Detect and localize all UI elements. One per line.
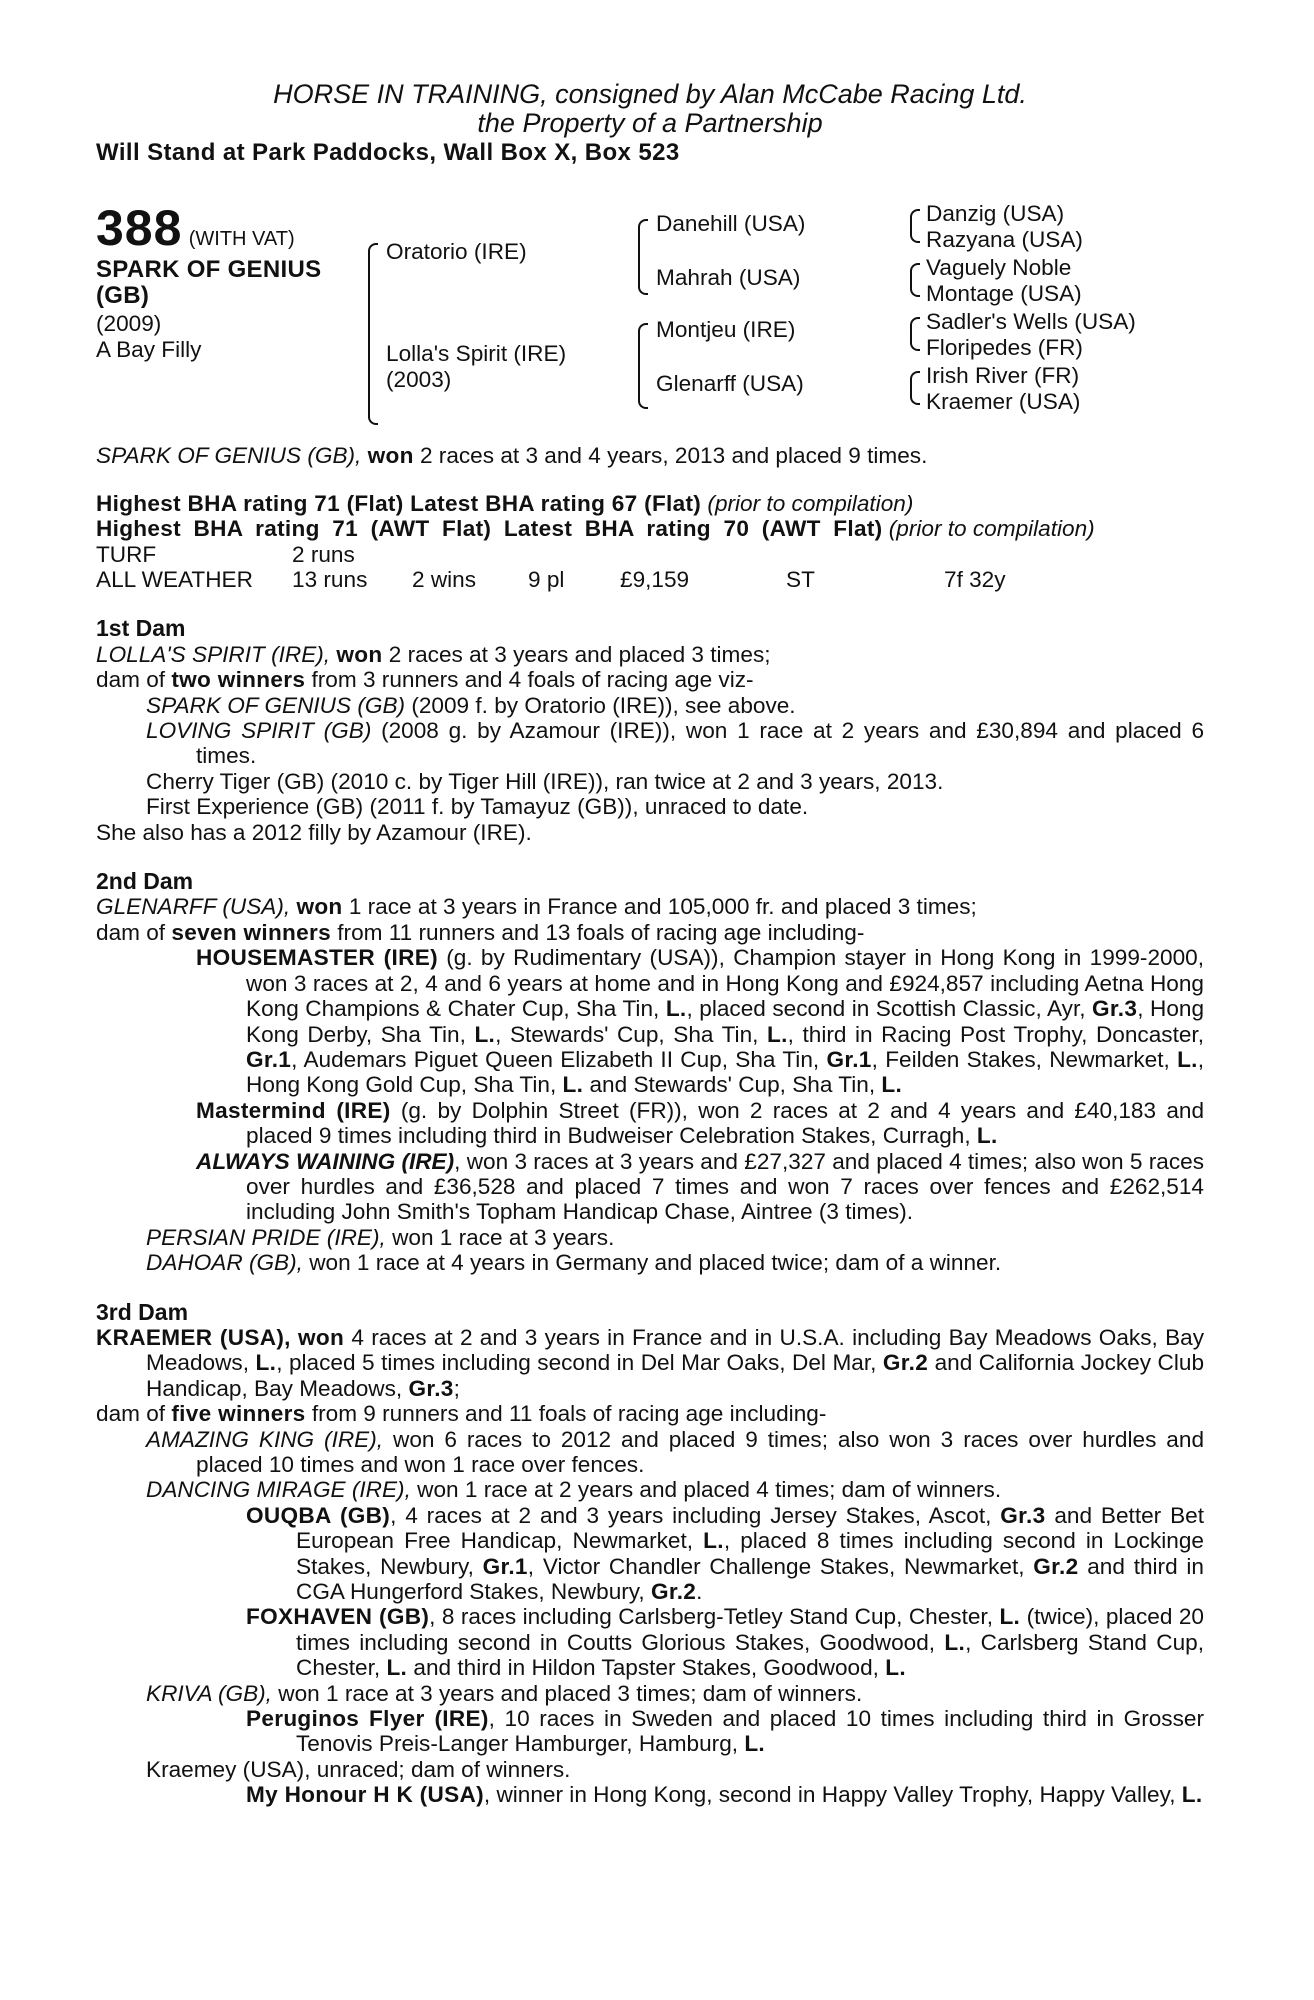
text: , won 3 races at 3 years and £27,327 and placed 4 times; also won 5 races over hurdles and £36,528 and placed 7 times and won 7 races over fences and £262,514 including John Smith's Topham Handicap Chase, Aintree (3 times).	[246, 1148, 1204, 1225]
stats-aw-row	[96, 567, 1204, 592]
consignor-line: HORSE IN TRAINING, consigned by Alan McCabe Racing Ltd.	[273, 79, 1027, 109]
produce-rest: from 9 runners and 11 foals of racing age including-	[311, 1401, 827, 1427]
dancing-mirage-entry	[96, 1477, 1204, 1502]
always-waining-name: ALWAYS WAINING (IRE)	[196, 1148, 455, 1174]
listed-mark: L.	[474, 1021, 496, 1047]
produce-rest: from 11 runners and 13 foals of racing age including-	[337, 919, 865, 945]
text: won 1 race at 3 years.	[392, 1224, 615, 1250]
dam-year: (2003)	[386, 367, 452, 393]
group-mark: Gr.2	[882, 1350, 929, 1376]
turf-label: TURF	[96, 541, 157, 567]
horse-name-suffix: (GB)	[96, 282, 150, 310]
text: ;	[453, 1375, 460, 1401]
first-dam-record	[96, 642, 1204, 667]
kraemey-entry: Kraemey (USA), unraced; dam of winners.	[146, 1756, 571, 1782]
grandsire-3: Sadler's Wells (USA)	[926, 309, 1136, 335]
produce-rest: from 3 runners and 4 foals of racing age viz-	[311, 667, 754, 693]
text: won 6 races to 2012 and placed 9 times; also won 3 races over hurdles and placed 10 times and won 1 race over fences.	[196, 1426, 1205, 1477]
mastermind-name: Mastermind (IRE)	[196, 1097, 391, 1123]
second-dam-record	[96, 894, 1204, 919]
listed-mark: L.	[944, 1629, 966, 1655]
group-mark: Gr.3	[1092, 996, 1138, 1022]
rating-awt	[96, 516, 1204, 541]
g-bracket-1	[910, 209, 920, 243]
listed-mark: L.	[744, 1731, 766, 1757]
second-dam-rest: 1 race at 3 years in France and 105,000 fr. and placed 3 times;	[348, 894, 977, 920]
property-line: the Property of a Partnership	[477, 108, 823, 138]
vat-note: (WITH VAT)	[188, 228, 295, 251]
text: , placed 8 times including second in Lockinge Stakes, Newbury,	[296, 1528, 1204, 1579]
second-dam-title: 2nd Dam	[96, 868, 194, 895]
aw-placed: 9 pl	[528, 567, 565, 593]
aw-course: ST	[786, 567, 815, 593]
third-dam-title: 3rd Dam	[96, 1298, 189, 1325]
grandsire-4: Irish River (FR)	[926, 363, 1080, 389]
aw-runs: 13 runs	[292, 567, 368, 593]
dancing-mirage-name: DANCING MIRAGE (IRE),	[146, 1477, 411, 1503]
listed-mark: L.	[255, 1350, 277, 1376]
text: (g. by Rudimentary (USA)), Champion stayer in Hong Kong in 1999-2000, won 3 races at 2, 4 and 6 years at home and in Hong Kong and £924,857 including Aetna Hong Kong Champions & Chater Cup, Sha Tin,	[246, 945, 1204, 1022]
g-bracket-4	[910, 371, 920, 405]
housemaster-entry	[96, 945, 1204, 1097]
offspring-1	[96, 693, 1204, 718]
persian-pride-name: PERSIAN PRIDE (IRE),	[146, 1224, 386, 1250]
offspring-2-name: LOVING SPIRIT (GB)	[146, 718, 372, 744]
produce-winners: five winners	[171, 1401, 306, 1427]
offspring-2	[96, 718, 1204, 769]
second-dam-name: GLENARFF (USA),	[96, 894, 291, 920]
housemaster-name: HOUSEMASTER (IRE)	[196, 945, 438, 971]
sire-dam-bracket	[368, 243, 378, 425]
offspring-4: First Experience (GB) (2011 f. by Tamayuz (GB)), unraced to date.	[146, 794, 809, 820]
second-dam-section	[96, 869, 1204, 1276]
group-mark: Gr.2	[650, 1579, 697, 1605]
mastermind-entry	[96, 1098, 1204, 1149]
summary-won: won	[367, 443, 414, 469]
produce-prefix: dam of	[96, 1401, 166, 1427]
listed-mark: L.	[665, 996, 687, 1022]
g-bracket-3	[910, 317, 920, 351]
third-dam-section	[96, 1300, 1204, 1808]
produce-winners: two winners	[171, 667, 306, 693]
granddam-4: Kraemer (USA)	[926, 389, 1081, 415]
ouqba-name: OUQBA (GB)	[246, 1502, 391, 1528]
text: , placed second in Scottish Classic, Ayr,	[686, 996, 1086, 1022]
text: , winner in Hong Kong, second in Happy Valley Trophy, Happy Valley,	[483, 1782, 1176, 1808]
dam-sire: Montjeu (IRE)	[656, 317, 796, 343]
text: 4 races at 2 and 3 years in France and in U.S.A. including Bay Meadows Oaks, Bay Meadows,	[146, 1324, 1205, 1376]
group-mark: Gr.3	[1000, 1502, 1046, 1528]
listed-mark: L.	[999, 1604, 1021, 1630]
persian-pride-entry	[96, 1225, 1204, 1250]
first-dam-title: 1st Dam	[96, 615, 186, 642]
text: , 4 races at 2 and 3 years including Jersey Stakes, Ascot,	[390, 1502, 992, 1528]
sire-sire: Danehill (USA)	[656, 211, 806, 237]
dahoar-entry	[96, 1250, 1204, 1275]
summary-name: SPARK OF GENIUS (GB),	[96, 443, 362, 469]
text: , 8 races including Carlsberg-Tetley Stand Cup, Chester,	[429, 1604, 993, 1630]
ouqba-entry	[96, 1503, 1204, 1605]
listed-mark: L.	[881, 1072, 903, 1098]
text: .	[696, 1579, 703, 1605]
listed-mark: L.	[703, 1528, 724, 1554]
listed-mark: L.	[1181, 1782, 1203, 1808]
peruginos-flyer-entry	[96, 1706, 1204, 1757]
aw-wins: 2 wins	[412, 567, 477, 593]
text: , Hong Kong Gold Cup, Sha Tin,	[246, 1046, 1205, 1098]
kriva-name: KRIVA (GB),	[146, 1680, 272, 1706]
lot-number: 388	[96, 200, 183, 257]
dam: Lolla's Spirit (IRE)	[386, 341, 567, 367]
stand-location: Will Stand at Park Paddocks, Wall Box X, Box 523	[96, 139, 680, 166]
offspring-1-rest: (2009 f. by Oratorio (IRE)), see above.	[411, 692, 796, 718]
text: and Better Bet European Free Handicap, Newmarket,	[296, 1502, 1204, 1554]
text: (twice), placed 20 times including second in Coutts Glorious Stakes, Goodwood,	[296, 1604, 1204, 1655]
kraemer-name: KRAEMER (USA),	[96, 1324, 291, 1350]
g-bracket-2	[910, 263, 920, 297]
amazing-king-entry	[96, 1427, 1204, 1478]
my-honour-name: My Honour H K (USA)	[246, 1782, 484, 1808]
listed-mark: L.	[386, 1655, 408, 1681]
text: won 1 race at 2 years and placed 4 times; dam of winners.	[417, 1477, 1002, 1503]
first-dam-produce	[96, 667, 1204, 692]
horse-name: SPARK OF GENIUS	[96, 256, 322, 284]
text: , Carlsberg Stand Cup, Chester,	[296, 1629, 1204, 1681]
group-mark: Gr.3	[408, 1375, 454, 1401]
listed-mark: L.	[562, 1072, 584, 1098]
foxhaven-name: FOXHAVEN (GB)	[246, 1604, 430, 1630]
dam-dam: Glenarff (USA)	[656, 371, 804, 397]
peruginos-flyer-name: Peruginos Flyer (IRE)	[246, 1706, 489, 1732]
group-mark: Gr.1	[482, 1553, 528, 1579]
sire-line-bracket	[638, 219, 648, 295]
offspring-3: Cherry Tiger (GB) (2010 c. by Tiger Hill (IRE)), ran twice at 2 and 3 years, 2013.	[146, 768, 944, 794]
first-dam-rest: 2 races at 3 years and placed 3 times;	[388, 641, 771, 667]
foaling-year: (2009)	[96, 311, 162, 337]
sire-dam: Mahrah (USA)	[656, 265, 801, 291]
offspring-1-name: SPARK OF GENIUS (GB)	[146, 692, 406, 718]
won-mark: won	[298, 1324, 345, 1350]
aw-distance: 7f 32y	[944, 567, 1006, 593]
turf-runs: 2 runs	[292, 541, 355, 567]
text: , Audemars Piguet Queen Elizabeth II Cup, Sha Tin,	[291, 1046, 820, 1072]
rating-flat-note: (prior to compilation)	[707, 490, 914, 516]
first-dam-section	[96, 616, 1204, 845]
summary-rest: 2 races at 3 and 4 years, 2013 and placed 9 times.	[419, 443, 928, 469]
produce-prefix: dam of	[96, 919, 166, 945]
foxhaven-entry	[96, 1604, 1204, 1680]
first-dam-won: won	[336, 641, 383, 667]
listed-mark: L.	[885, 1655, 906, 1681]
text: , Hong Kong Derby, Sha Tin,	[246, 996, 1205, 1047]
listed-mark: L.	[766, 1021, 788, 1047]
rating-flat-text: Highest BHA rating 71 (Flat) Latest BHA rating 67 (Flat)	[96, 490, 702, 516]
catalogue-page	[96, 80, 1204, 1808]
text: and third in Hildon Tapster Stakes, Goodwood,	[413, 1655, 879, 1681]
sire: Oratorio (IRE)	[386, 239, 527, 265]
granddam-3: Floripedes (FR)	[926, 335, 1083, 361]
dam-line-bracket	[638, 323, 648, 409]
grandsire-2: Vaguely Noble	[926, 255, 1072, 281]
group-mark: Gr.1	[246, 1046, 292, 1072]
text: , Stewards' Cup, Sha Tin,	[495, 1021, 759, 1047]
listed-mark: L.	[976, 1123, 998, 1149]
third-dam-produce	[96, 1401, 1204, 1426]
horse-description: A Bay Filly	[96, 337, 202, 363]
text: and Stewards' Cup, Sha Tin,	[589, 1072, 876, 1098]
second-dam-produce	[96, 920, 1204, 945]
text: , placed 5 times including second in Del Mar Oaks, Del Mar,	[276, 1350, 877, 1376]
rating-awt-note: (prior to compilation)	[888, 516, 1095, 542]
listed-mark: L.	[1177, 1046, 1198, 1072]
first-dam-name: LOLLA'S SPIRIT (IRE),	[96, 641, 331, 667]
grandsire-1: Danzig (USA)	[926, 201, 1065, 227]
text: (g. by Dolphin Street (FR)), won 2 races at 2 and 4 years and £40,183 and placed 9 times including third in Budweiser Celebration Stakes, Curragh,	[246, 1097, 1205, 1149]
race-summary	[96, 443, 1204, 468]
aw-label: ALL WEATHER	[96, 567, 253, 593]
text: won 1 race at 3 years and placed 3 times; dam of winners.	[278, 1680, 863, 1706]
text: and third in CGA Hungerford Stakes, Newbury,	[296, 1553, 1204, 1605]
offspring-2-rest: (2008 g. by Azamour (IRE)), won 1 race at 2 years and £30,894 and placed 6 times.	[196, 718, 1205, 769]
produce-prefix: dam of	[96, 667, 166, 693]
produce-winners: seven winners	[171, 919, 331, 945]
group-mark: Gr.2	[1033, 1553, 1079, 1579]
kriva-entry	[96, 1681, 1204, 1706]
my-honour-entry	[96, 1782, 1204, 1807]
always-waining-entry	[96, 1149, 1204, 1225]
granddam-1: Razyana (USA)	[926, 227, 1083, 253]
text: , Victor Chandler Challenge Stakes, Newmarket,	[527, 1553, 1025, 1579]
also-has: She also has a 2012 filly by Azamour (IRE).	[96, 819, 532, 845]
stats-turf-row	[96, 542, 1204, 567]
dahoar-name: DAHOAR (GB),	[146, 1250, 303, 1276]
text: , third in Racing Post Trophy, Doncaster,	[787, 1021, 1204, 1047]
amazing-king-name: AMAZING KING (IRE),	[146, 1426, 384, 1452]
text: , 10 races in Sweden and placed 10 times including third in Grosser Tenovis Preis-Langer Hamburger, Hamburg,	[296, 1706, 1204, 1757]
text: , Feilden Stakes, Newmarket,	[871, 1046, 1170, 1072]
text: and California Jockey Club Handicap, Bay Meadows,	[146, 1350, 1205, 1401]
pedigree-block	[96, 201, 1204, 433]
lot-number-line	[96, 200, 295, 257]
aw-prize: £9,159	[620, 567, 690, 593]
text: won 1 race at 4 years in Germany and placed twice; dam of a winner.	[309, 1250, 1002, 1276]
group-mark: Gr.1	[826, 1046, 872, 1072]
rating-flat	[96, 491, 1204, 516]
granddam-2: Montage (USA)	[926, 281, 1082, 307]
rating-awt-text: Highest BHA rating 71 (AWT Flat) Latest BHA rating 70 (AWT Flat)	[96, 516, 883, 542]
second-dam-won: won	[296, 894, 343, 920]
kraemer-entry	[96, 1325, 1204, 1401]
ratings-section	[96, 491, 1204, 593]
